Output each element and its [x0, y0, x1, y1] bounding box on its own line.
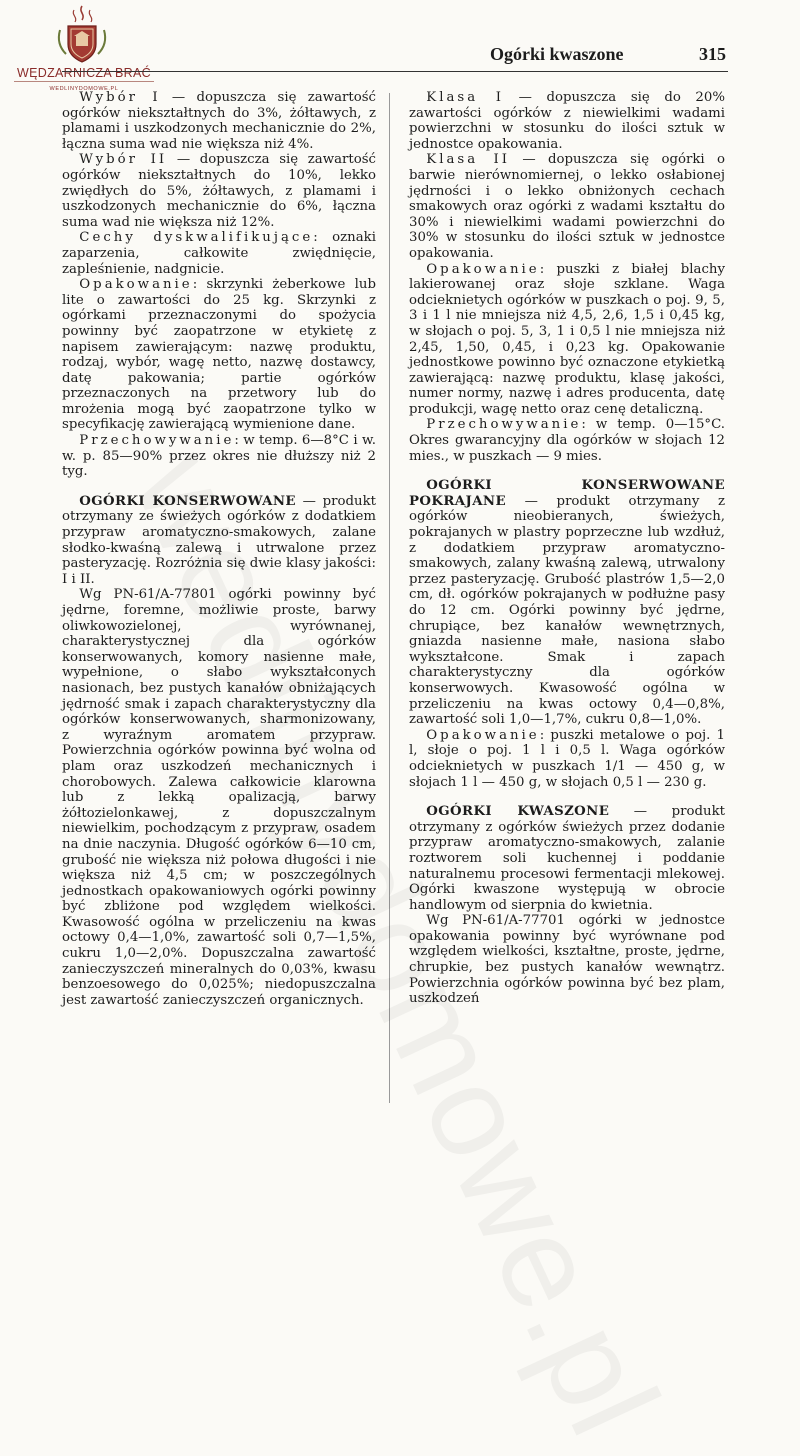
- paragraph: Przechowywanie: w temp. 6—8°C i w. w. p. 85—90% przez okres nie dłuższy niż 2 tyg.: [62, 433, 376, 480]
- paragraph: Opakowanie: puszki metalowe o poj. 1 l, słoje o poj. 1 l i 0,5 l. Waga ogórków odcieknietych w puszkach 1/1 — 450 g, w słojach 1 l — 450 g, w słojach 0,5 l — 230 g.: [409, 727, 725, 790]
- entry-heading: OGÓRKI KONSERWOWANE POKRAJANE: [409, 478, 725, 509]
- entry-heading-paragraph: OGÓRKI KONSERWOWANE POKRAJANE — produkt otrzymany z ogórków nieobieranych, świeżych, pokrajanych w plastry poprzeczne lub wzdłuż, z dodatkiem przypraw aromatyczno-smakowych, zalany kwaśną zalewą, utrwalony przez pasteryzację. Grubość plastrów 1,5—2,0 cm, dł. ogórków pokrajanych w podłużne pasy do 12 cm. Ogórki powinny być jędrne, chrupiące, bez kanałów wewnętrznych, gniazda nasienne małe, nasiona słabo wykształcone. Smak i zapach charakterystyczny dla ogórków konserwowych. Kwasowość ogólna w przeliczeniu na kwas octowy 0,4—0,8%, zawartość soli 1,0—1,7%, cukru 0,8—1,0%.: [409, 478, 725, 728]
- paragraph: Opakowanie: puszki z białej blachy lakierowanej oraz słoje szklane. Waga odcieknietych ogórków w puszkach o poj. 9, 5, 3 i 1 l nie mniejsza niż 4,5, 2,6, 1,5 i 0,45 kg, w słojach o poj. 5, 3, 1 i 0,5 l nie mniejsza niż 2,45, 1,50, 0,45, i 0,23 kg. Opakowanie jednostkowe powinno być oznaczone etykietką zawierającą: nazwę produktu, klasę jakości, numer normy, nazwę i adres producenta, datę produkcji, wagę netto oraz cenę detaliczną.: [409, 261, 725, 417]
- right-column: [409, 90, 725, 1007]
- paragraph: Wg PN-61/A-77701 ogórki w jednostce opakowania powinny być wyrównane pod względem wielkości, kształtne, proste, jędrne, chrupkie, bez pustych kanałów wewnątrz. Powierzchnia ogórków powinna być bez plam, uszkodzeń: [409, 913, 725, 1007]
- paragraph: Klasa II — dopuszcza się ogórki o barwie nierównomiernej, o lekko osłabionej jędrności i o lekko obniżonych cechach smakowych oraz ogórki z wadami kształtu do 30% i niewielkimi wadami powierzchni do 30% w stosunku do ilości sztuk w jednostce opakowania.: [409, 152, 725, 261]
- logo-url: WEDLINYDOMOWE.PL: [49, 86, 119, 92]
- paragraph: Cechy dyskwalifikujące: oznaki zaparzenia, całkowite zwiędnięcie, zapleśnienie, nadgnicie.: [62, 230, 376, 277]
- entry-heading: OGÓRKI KONSERWOWANE: [79, 493, 296, 509]
- paragraph: Wybór I — dopuszcza się zawartość ogórków niekształtnych do 3%, żółtawych, z plamami i uszkodzonych mechanicznie do 2%, łączna suma wad nie większa niż 4%.: [62, 90, 377, 152]
- column-divider: [389, 93, 390, 1103]
- running-header: [490, 44, 726, 65]
- entry-heading-paragraph: OGÓRKI KONSERWOWANE — produkt otrzymany ze świeżych ogórków z dodatkiem przypraw aromatyczno-smakowych, zalane słodko-kwaśną zalewą i utrwalone przez pasteryzację. Rozróżnia się dwie klasy jakości: I i II.: [62, 493, 376, 587]
- paragraph: Przechowywanie: w temp. 0—15°C. Okres gwarancyjny dla ogórków w słojach 12 mies., w puszkach — 9 mies.: [409, 417, 725, 464]
- left-column: [62, 90, 376, 1008]
- logo: [14, 4, 154, 94]
- paragraph: Opakowanie: skrzynki żeberkowe lub lite o zawartości do 25 kg. Skrzynki z ogórkami przeznaczonymi do spożycia powinny być zaopatrzone w etykietę z napisem zawierającym: nazwę produktu, rodzaj, wybór, wagę netto, nazwę dostawcy, datę pakowania; partie ogórków przeznaczonych na przetwory lub do mrożenia mogą być zaopatrzone tylko w specyfikację zawierającą wymienione dane.: [62, 277, 376, 433]
- paragraph: Wg PN-61/A-77801 ogórki powinny być jędrne, foremne, możliwie proste, barwy oliwkowozielonej, wyrównanej, charakterystycznej dla ogórków konserwowanych, komory nasienne małe, wypełnione, o słabo wykształconych nasionach, bez pustych kanałów obniżających jędrność smak i zapach charakterystyczny dla ogórków konserwowanych, sharmonizowany, z wyraźnym aromatem przypraw. Powierzchnia ogórków powinna być wolna od plam oraz uszkodzeń mechanicznych i chorobowych. Zalewa całkowicie klarowna lub z lekką opalizacją, barwy żółtozielonkawej, z dopuszczalnym niewielkim, pochodzącym z przypraw, osadem na dnie naczynia. Długość ogórków 6—10 cm, grubość nie większa niż połowa długości i nie większa niż 4,5 cm; w poszczególnych jednostkach opakowaniowych ogórki powinny być zbliżone pod względem wielkości. Kwasowość ogólna w przeliczeniu na kwas octowy 0,4—1,0%, zawartość soli 0,7—1,5%, cukru 1,0—2,0%. Dopuszczalna zawartość zanieczyszczeń mineralnych do 0,03%, kwasu benzoesowego do 0,025%; niedopuszczalna jest zawartość zanieczyszczeń organicznych.: [62, 587, 376, 1008]
- entry-heading-paragraph: OGÓRKI KWASZONE — produkt otrzymany z ogórków świeżych przez dodanie przypraw aromatyczno-smakowych, zalanie roztworem soli kuchennej i poddanie naturalnemu procesowi fermentacji mlekowej. Ogórki kwaszone występują w obrocie handlowym od sierpnia do kwietnia.: [409, 804, 725, 913]
- paragraph: Wybór II — dopuszcza się zawartość ogórków niekształtnych do 10%, lekko zwiędłych do 5%, żółtawych, z plamami i uszkodzonych mechanicznie do 6%, łączna suma wad nie większa niż 12%.: [62, 152, 376, 230]
- page-number: 315: [699, 44, 726, 64]
- logo-name: WĘDZARNICZA BRAĆ: [14, 66, 154, 82]
- entry-heading: OGÓRKI KWASZONE: [426, 804, 610, 820]
- header-title: Ogórki kwaszone: [490, 44, 624, 64]
- header-rule: [62, 71, 728, 72]
- crest-icon: [52, 4, 112, 66]
- paragraph: Klasa I — dopuszcza się do 20% zawartości ogórków z niewielkimi wadami powierzchni w stosunku do ilości sztuk w jednostce opakowania.: [409, 90, 725, 152]
